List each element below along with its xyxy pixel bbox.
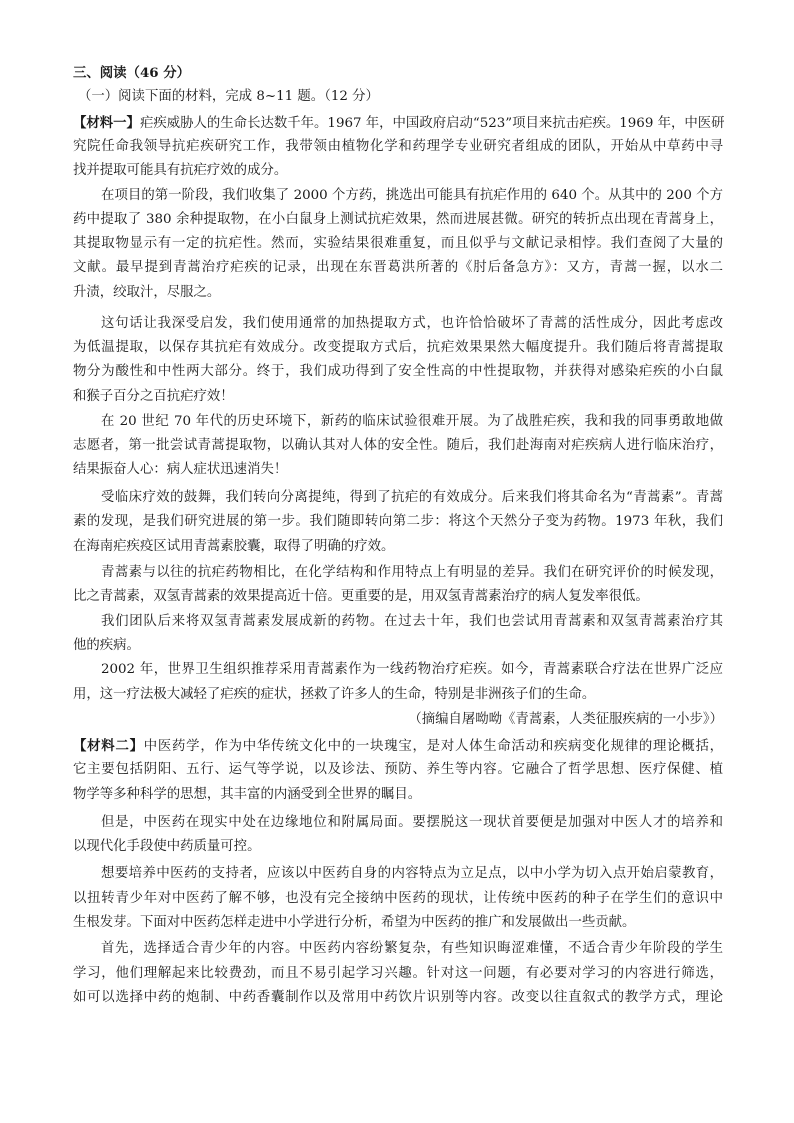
material1-line: 其提取物显示有一定的抗疟性。然而，实验结果很难重复，而且似乎与文献记录相悖。我们查阅了大量的: [73, 236, 723, 251]
material2-line: 首先，选择适合青少年的内容。中医药内容纷繁复杂，有些知识晦涩难懂，不适合青少年阶段的学生: [101, 941, 723, 956]
material1-line: 青蒿素与以往的抗疟药物相比，在化学结构和作用特点上有明显的差异。我们在研究评价的时候发现，: [101, 565, 723, 580]
material1-line: 结果振奋人心：病人症状迅速消失！: [73, 462, 288, 477]
material2-line: 生根发芽。下面对中医药怎样走进中小学进行分析，希望为中医药的推广和发展做出一些贡献。: [73, 915, 636, 930]
material2-line: 想要培养中医药的支持者，应该以中医药自身的内容特点为立足点，以中小学为切入点开始启蒙教育，: [101, 866, 723, 881]
material1-line: 这句话让我深受启发，我们使用通常的加热提取方式，也许恰恰破坏了青蒿的活性成分，因此考虑改: [101, 316, 723, 331]
material1-line: 在海南疟疾疫区试用青蒿素胶囊，取得了明确的疗效。: [73, 539, 395, 554]
material2-line: 它主要包括阴阳、五行、运气等学说，以及诊法、预防、养生等内容。它融合了哲学思想、医疗保健、植: [73, 762, 723, 777]
material1-source: （摘编自屠呦呦《青蒿素，人类征服疾病的一小步》）: [408, 712, 723, 727]
material2-line: 以扭转青少年对中医药了解不够，也没有完全接纳中医药的现状，让传统中医药的种子在学生们的意识中: [73, 891, 723, 906]
material2-line: 学习，他们理解起来比较费劲，而且不易引起学习兴趣。针对这一问题，有必要对学习的内容进行筛选，: [73, 966, 723, 981]
material1-line: 2002 年，世界卫生组织推荐采用青蒿素作为一线药物治疗疟疾。如今，青蒿素联合疗法在世界广泛应: [101, 662, 723, 677]
material1-line: 在项目的第一阶段，我们收集了 2000 个方药，挑选出可能具有抗疟作用的 640 个。从其中的 200 个方: [101, 188, 723, 203]
material2-line: 如可以选择中药的炮制、中药香囊制作以及常用中药饮片识别等内容。改变以往直叙式的教学方式，理论: [73, 990, 723, 1005]
material1-line: 我们团队后来将双氢青蒿素发展成新的药物。在过去十年，我们也尝试用青蒿素和双氢青蒿素治疗其: [101, 614, 723, 629]
material1-line: 和猴子百分之百抗疟疗效！: [73, 389, 234, 404]
material1-line: 素的发现，是我们研究进展的第一步。我们随即转向第二步：将这个天然分子变为药物。1973 年秋，我们: [73, 514, 723, 529]
material1-line: 物分为酸性和中性两大部分。终于，我们成功得到了安全性高的中性提取物，并获得对感染疟疾的小白鼠: [73, 364, 723, 379]
material1-line: 志愿者，第一批尝试青蒿提取物，以确认其对人体的安全性。随后，我们赴海南对疟疾病人进行临床治疗，: [73, 438, 723, 453]
material2-line: 以现代化手段使中药质量可控。: [73, 839, 261, 854]
material1-line: 他的疾病。: [73, 638, 140, 653]
material2-line: 物学等多种科学的思想，其丰富的内涵受到全世界的瞩目。: [73, 787, 422, 802]
material1-line: 【材料一】疟疾威胁人的生命长达数千年。1967 年，中国政府启动“523”项目来抗击疟疾。1969 年，中医研: [73, 115, 725, 131]
material2-line: 但是，中医药在现实中处在边缘地位和附属局面。要摆脱这一现状首要便是加强对中医人才的培养和: [101, 815, 723, 830]
material1-line: 文献。最早提到青蒿治疗疟疾的记录，出现在东晋葛洪所著的《肘后备急方》：又方，青蒿一握，以水二: [73, 260, 723, 275]
material1-tag: 【材料一】: [73, 115, 140, 131]
material1-line: 升渍，绞取汁，尽服之。: [73, 285, 221, 300]
material1-line: 在 20 世纪 70 年代的历史环境下，新药的临床试验很难开展。为了战胜疟疾，我和我的同事勇敢地做: [101, 414, 723, 429]
material1-line: 用，这一疗法极大减轻了疟疾的症状，拯救了许多人的生命，特别是非洲孩子们的生命。: [73, 687, 596, 702]
subsection-title: （一）阅读下面的材料，完成 8~11 题。（12 分）: [78, 89, 379, 104]
material1-line: 找并提取可能具有抗疟疗效的成分。: [73, 163, 288, 178]
material1-line: 药中提取了 380 余种提取物，在小白鼠身上测试抗疟效果，然而进展甚微。研究的转折点出现在青蒿身上，: [73, 212, 723, 227]
section-title: 三、阅读（46 分）: [73, 65, 191, 81]
material1-line: 究院任命我领导抗疟疾研究工作，我带领由植物化学和药理学专业研究者组成的团队，开始从中草药中寻: [73, 139, 723, 154]
material2-line: 【材料二】中医药学，作为中华传统文化中的一块瑰宝，是对人体生命活动和疾病变化规律的理论概括，: [73, 738, 723, 754]
material1-line: 为低温提取，以保存其抗疟有效成分。改变提取方式后，抗疟效果果然大幅度提升。我们随后将青蒿提取: [73, 340, 723, 355]
material2-tag: 【材料二】: [73, 738, 144, 754]
material1-line: 比之青蒿素，双氢青蒿素的效果提高近十倍。更重要的是，用双氢青蒿素治疗的病人复发率很低。: [73, 589, 649, 604]
material1-line: 受临床疗效的鼓舞，我们转向分离提纯，得到了抗疟的有效成分。后来我们将其命名为“青蒿素”。青蒿: [101, 490, 723, 505]
